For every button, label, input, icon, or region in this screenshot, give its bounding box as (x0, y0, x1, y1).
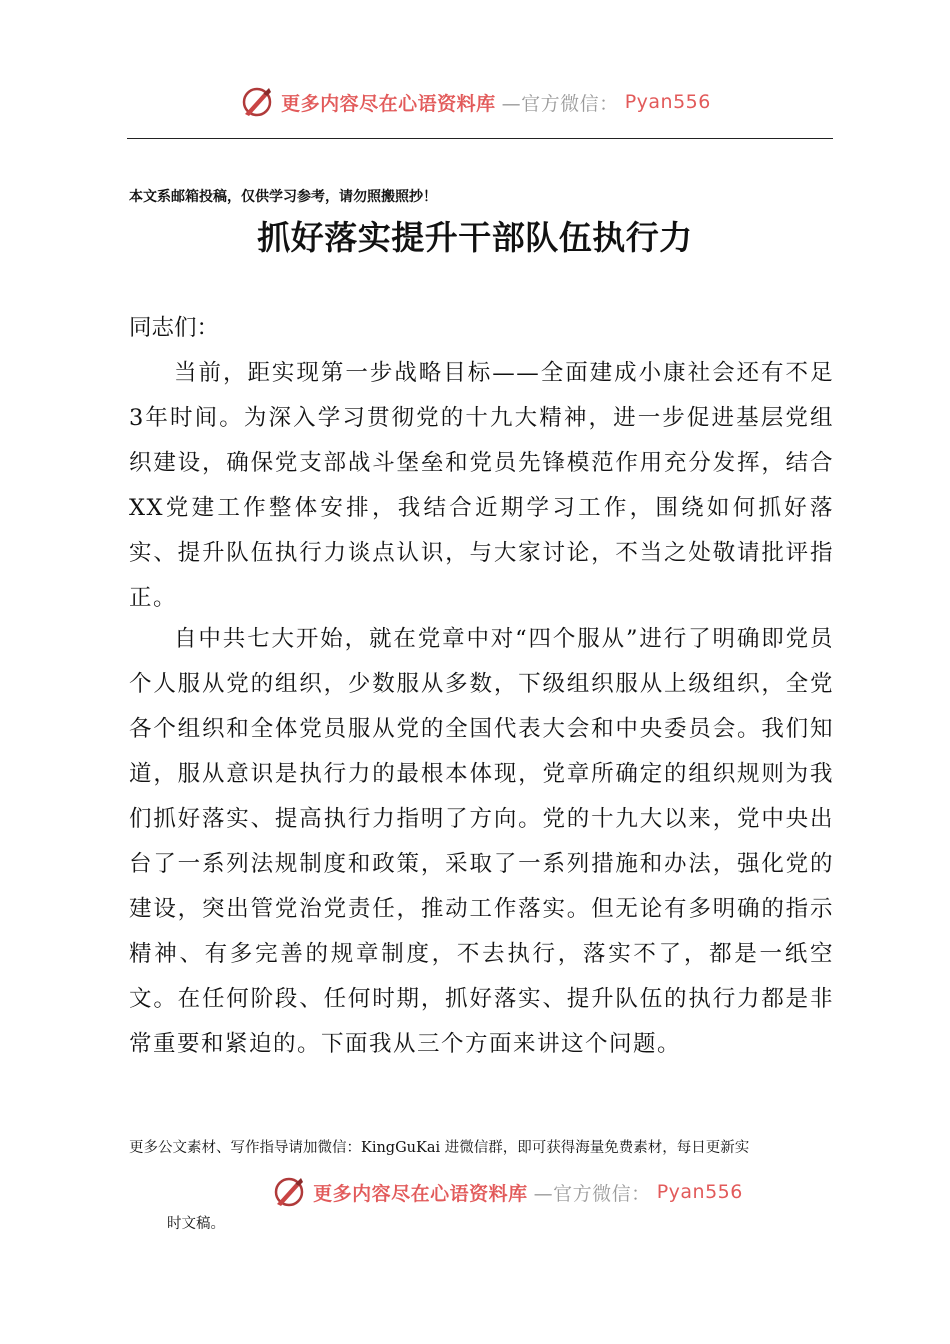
pen-logo-icon (239, 84, 275, 120)
footer-banner-wechat-id: Pyan556 (656, 1181, 743, 1203)
header-banner (0, 84, 950, 120)
footer-banner-main-text: 更多内容尽在心语资料库 (313, 1182, 528, 1205)
banner-official-text: —官方微信： (501, 92, 619, 115)
disclaimer: 本文系邮箱投稿，仅供学习参考，请勿照搬照抄！ (129, 189, 437, 205)
paragraph-1: 当前，距实现第一步战略目标——全面建成小康社会还有不足3年时间。为深入学习贯彻党的十九大精神，进一步促进基层党组织建设，确保党支部战斗堡垒和党员先锋模范作用充分发挥，结合XX党建工作整体安排，我结合近期学习工作，围绕如何抓好落实、提升队伍执行力谈点认识，与大家讨论，不当之处敬请批评指正。 (129, 360, 834, 611)
footer-banner (32, 1174, 950, 1210)
footer-note: 更多公文素材、写作指导请加微信：KingGuKai 进微信群，即可获得海量免费素材，每日更新实 (129, 1140, 750, 1156)
salutation: 同志们： (129, 315, 220, 341)
banner-wechat-id: Pyan556 (624, 91, 711, 113)
banner-main-text: 更多内容尽在心语资料库 (281, 92, 496, 115)
pen-logo-icon (271, 1174, 307, 1210)
footer-banner-official-text: —官方微信： (533, 1182, 651, 1205)
paragraph-2: 自中共七大开始，就在党章中对“四个服从”进行了明确即党员个人服从党的组织，少数服从多数，下级组织服从上级组织，全党各个组织和全体党员服从党的全国代表大会和中央委员会。我们知道，服从意识是执行力的最根本体现，党章所确定的组织规则为我们抓好落实、提高执行力指明了方向。党的十九大以来，党中央出台了一系列法规制度和政策，采取了一系列措施和办法，强化党的建设，突出管党治党责任，推动工作落实。但无论有多明确的指示精神、有多完善的规章制度，不去执行，落实不了，都是一纸空文。在任何阶段、任何时期，抓好落实、提升队伍的执行力都是非常重要和紧迫的。下面我从三个方面来讲这个问题。 (129, 626, 834, 1057)
header-divider (127, 138, 833, 139)
footer-note-continued: 时文稿。 (167, 1216, 225, 1232)
document-title: 抓好落实提升干部队伍执行力 (257, 218, 693, 257)
